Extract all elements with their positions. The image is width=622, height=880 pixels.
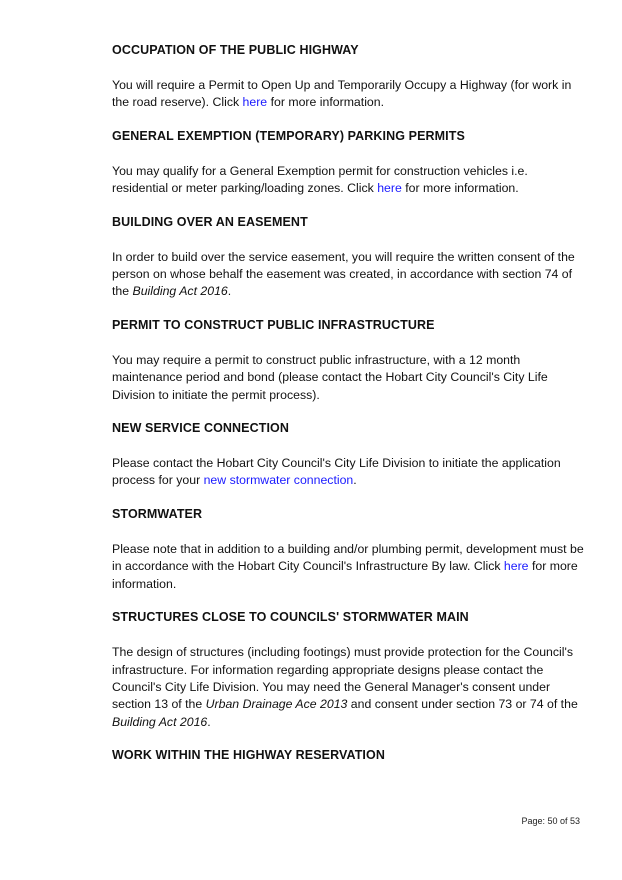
text: . [227,284,232,299]
act-reference: Building Act 2016 [132,284,228,299]
text: . [207,714,211,729]
new-stormwater-connection-link[interactable]: new stormwater connection [203,473,354,488]
paragraph-stormwater [112,541,587,593]
text: In order to build over the service easement, you will require the written consent of the person on whose behalf the easement was created, in accordance with section 74 of the [112,249,575,299]
heading-structures-close-stormwater-main: STRUCTURES CLOSE TO COUNCILS' STORMWATER MAIN [112,610,469,625]
text: Please contact the Hobart City Council's City Life Division to initiate the application process for your [112,456,561,488]
heading-building-over-easement: BUILDING OVER AN EASEMENT [112,214,308,229]
heading-work-within-highway-reservation: WORK WITHIN THE HIGHWAY RESERVATION [112,748,385,763]
heading-general-exemption-parking: GENERAL EXEMPTION (TEMPORARY) PARKING PERMITS [112,128,465,143]
here-link-occupation[interactable]: here [242,95,268,110]
here-link-stormwater[interactable]: here [503,559,529,574]
paragraph-structures-close-stormwater-main [112,644,587,731]
text: and consent under section 73 or 74 of the [347,697,578,712]
heading-new-service-connection: NEW SERVICE CONNECTION [112,421,289,436]
text: You may qualify for a General Exemption permit for construction vehicles i.e. residential or meter parking/loading zones. Click [112,163,528,196]
text: for more information. [112,559,578,591]
here-link-parking[interactable]: here [377,181,402,196]
act-reference: Building Act 2016 [112,714,208,729]
paragraph-permit-public-infrastructure: You may require a permit to construct public infrastructure, with a 12 month maintenance period and bond (please contact the Hobart City Council's City Life Division to initiate the permit process). [112,352,548,402]
paragraph-occupation-public-highway [112,77,587,112]
text: The design of structures (including footings) must provide protection for the Council's infrastructure. For information regarding appropriate designs please contact the Council's City Life Division. You may need the General Manager's consent under section 13 of the [112,645,573,712]
heading-occupation-public-highway: OCCUPATION OF THE PUBLIC HIGHWAY [112,43,359,57]
heading-permit-public-infrastructure: PERMIT TO CONSTRUCT PUBLIC INFRASTRUCTURE [112,317,435,332]
text: You will require a Permit to Open Up and Temporarily Occupy a Highway (for work in the road reserve). Click [112,78,572,110]
paragraph-new-service-connection [112,455,587,490]
text: for more information. [267,95,385,110]
act-reference: Urban Drainage Ace 2013 [205,697,348,712]
paragraph-building-over-easement [112,249,587,301]
page-number: Page: 50 of 53 [521,816,580,826]
document-page [112,42,587,782]
paragraph-general-exemption-parking [112,163,587,198]
text: . [353,473,357,488]
text: Please note that in addition to a building and/or plumbing permit, development must be in accordance with the Hobart City Council's Infrastructure By law. Click [112,541,584,574]
text: for more information. [401,181,519,196]
heading-stormwater: STORMWATER [112,506,203,521]
